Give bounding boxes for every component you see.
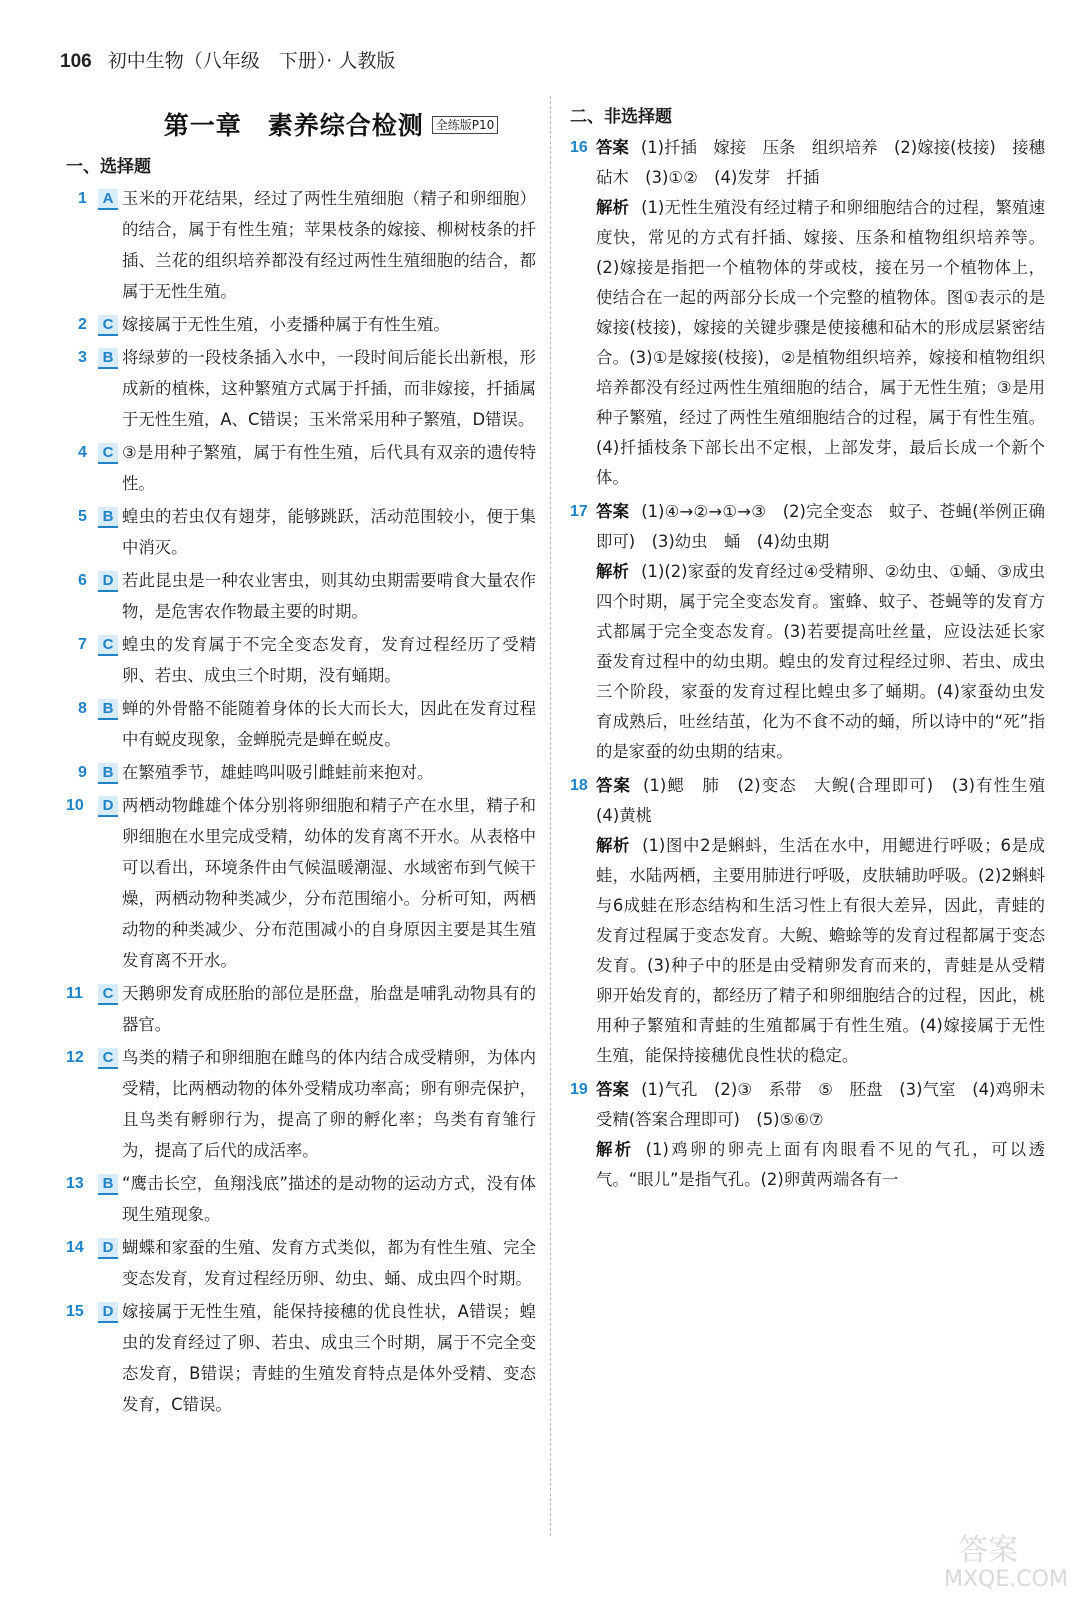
explanation-text: “鹰击长空，鱼翔浅底”描述的是动物的运动方式，没有体现生殖现象。 [122, 1174, 536, 1224]
column-divider [550, 96, 551, 1536]
answer-box: B [98, 507, 118, 528]
question-number: 6 [78, 572, 87, 589]
question-number: 19 [570, 1081, 588, 1098]
left-column [66, 100, 536, 1422]
question-number: 3 [78, 349, 87, 366]
choice-item [66, 342, 536, 435]
chapter-heading [126, 106, 536, 142]
analysis-text: (1)图中2是蝌蚪，生活在水中，用鳃进行呼吸；6是成蛙，水陆两栖，主要用肺进行呼吸，皮肤辅助呼吸。(2)2蝌蚪与6成蛙在形态结构和生活习性上有很大差异，因此，青蛙的发育过程属于变态发育。大鲵、蟾蜍等的发育过程都属于变态发育。(3)种子中的胚是由受精卵发育而来的，青蛙是从受精卵开始发育的，都经历了精子和卵细胞结合的过程，因此，桃用种子繁殖和青蛙的生殖都属于有性生殖。(4)嫁接属于无性生殖，能保持接穗优良性状的稳定。 [596, 836, 1045, 1065]
explanation-text: 蝉的外骨骼不能随着身体的长大而长大，因此在发育过程中有蜕皮现象，金蝉脱壳是蝉在蜕皮。 [122, 699, 536, 749]
analysis-paragraph [596, 1135, 1045, 1195]
choice-item [66, 1232, 536, 1294]
right-column [570, 100, 1062, 1199]
svg-text:MXQE.COM: MXQE.COM [944, 1567, 1068, 1592]
explanation-text: 嫁接属于无性生殖，小麦播种属于有性生殖。 [122, 315, 450, 334]
answer-text: (1)气孔 (2)③ 系带 ⑤ 胚盘 (3)气室 (4)鸡卵未受精(答案合理即可) (5)⑤⑥⑦ [596, 1080, 1045, 1129]
explanation-text: 在繁殖季节，雄蛙鸣叫吸引雌蛙前来抱对。 [122, 763, 434, 782]
answer-paragraph [596, 497, 1045, 557]
answer-box: B [98, 1174, 118, 1195]
answer-text: (1)扦插 嫁接 压条 组织培养 (2)嫁接(枝接) 接穗 砧木 (3)①② (4)发芽 扦插 [596, 138, 1062, 187]
answer-box: C [98, 443, 118, 464]
svg-text:答案: 答案 [958, 1533, 1018, 1568]
nonchoice-item [570, 133, 1062, 493]
analysis-text: (1)鸡卵的卵壳上面有肉眼看不见的气孔，可以透气。“眼儿”是指气孔。(2)卵黄两端各有一 [596, 1140, 1046, 1189]
choice-item [66, 437, 536, 499]
answer-box: C [98, 1048, 118, 1069]
answer-box: D [98, 1238, 118, 1259]
analysis-text: (1)无性生殖没有经过精子和卵细胞结合的过程，繁殖速度快，常见的方式有扦插、嫁接、压条和植物组织培养等。(2)嫁接是指把一个植物体的芽或枝，接在另一个植物体上，使结合在一起的两部分长成一个完整的植物体。图①表示的是嫁接(枝接)，嫁接的关键步骤是使接穗和砧木的形成层紧密结合。(3)①是嫁接(枝接)，②是植物组织培养，嫁接和植物组织培养都没有经过两性生殖细胞的结合，属于无性生殖；③是用种子繁殖，经过了两性生殖细胞结合的过程，属于有性生殖。(4)扦插枝条下部长出不定根，上部发芽，最后长成一个新个体。 [596, 198, 1046, 487]
choice-item [66, 1296, 536, 1420]
question-number: 1 [78, 190, 87, 207]
explanation-text: 蝗虫的发育属于不完全变态发育，发育过程经历了受精卵、若虫、成虫三个时期，没有蛹期。 [122, 635, 536, 685]
answer-box: D [98, 1302, 118, 1323]
explanation-text: 若此昆虫是一种农业害虫，则其幼虫期需要啃食大量农作物，是危害农作物最主要的时期。 [122, 571, 536, 621]
choice-item [66, 183, 536, 307]
analysis-paragraph [596, 831, 1045, 1071]
question-number: 5 [78, 508, 87, 525]
answer-label: 答案 [596, 138, 629, 157]
analysis-paragraph [596, 557, 1045, 767]
choice-item [66, 1042, 536, 1166]
page-header [60, 46, 395, 73]
choice-item [66, 309, 536, 340]
question-number: 14 [66, 1239, 84, 1256]
analysis-label: 解析 [596, 836, 631, 855]
section-nonchoice-heading: 二、非选择题 [570, 107, 672, 127]
question-number: 15 [66, 1303, 84, 1320]
page-number: 106 [60, 51, 92, 72]
explanation-text: 蝗虫的若虫仅有翅芽，能够跳跃，活动范围较小，便于集中消灭。 [122, 507, 536, 557]
analysis-label: 解析 [596, 1140, 634, 1159]
explanation-text: 两栖动物雌雄个体分别将卵细胞和精子产在水里，精子和卵细胞在水里完成受精，幼体的发育离不开水。从表格中可以看出，环境条件由气候温暖潮湿、水域密布到气候干燥，两栖动物种类减少，分布范围缩小。分析可知，两栖动物的种类减少、分布范围减小的自身原因主要是其生殖发育离不开水。 [122, 796, 536, 970]
choice-item [66, 757, 536, 788]
question-number: 8 [78, 700, 87, 717]
answer-text: (1)鳃 肺 (2)变态 大鲵(合理即可) (3)有性生殖 (4)黄桃 [596, 776, 1062, 825]
answer-label: 答案 [596, 776, 632, 795]
book-title: 初中生物（八年级 下册）· 人教版 [107, 50, 396, 72]
question-number: 18 [570, 777, 588, 794]
question-number: 11 [66, 985, 83, 1002]
nonchoice-item [570, 1075, 1045, 1195]
explanation-text: ③是用种子繁殖，属于有性生殖，后代具有双亲的遗传特性。 [122, 443, 536, 493]
answer-text: (1)④→②→①→③ (2)完全变态 蚊子、苍蝇(举例正确即可) (3)幼虫 蛹 (4)幼虫期 [596, 502, 1046, 551]
question-number: 10 [66, 797, 84, 814]
answer-box: D [98, 571, 118, 592]
chapter-title: 第一章 素养综合检测 [163, 111, 424, 140]
answer-label: 答案 [596, 1080, 630, 1099]
question-number: 12 [66, 1049, 84, 1066]
analysis-label: 解析 [596, 562, 630, 581]
choice-item [66, 565, 536, 627]
choice-list [66, 183, 536, 1420]
answer-box: B [98, 699, 118, 720]
explanation-text: 天鹅卵发育成胚胎的部位是胚盘，胎盘是哺乳动物具有的器官。 [122, 984, 536, 1034]
choice-item [66, 978, 536, 1040]
explanation-text: 玉米的开花结果，经过了两性生殖细胞（精子和卵细胞）的结合，属于有性生殖；苹果枝条的嫁接、柳树枝条的扦插、兰花的组织培养都没有经过两性生殖细胞的结合，都属于无性生殖。 [122, 189, 536, 301]
explanation-text: 鸟类的精子和卵细胞在雌鸟的体内结合成受精卵，为体内受精，比两栖动物的体外受精成功率高；卵有卵壳保护，且鸟类有孵卵行为，提高了卵的孵化率；鸟类有育雏行为，提高了后代的成活率。 [122, 1048, 536, 1160]
analysis-text: (1)(2)家蚕的发育经过④受精卵、②幼虫、①蛹、③成虫四个时期，属于完全变态发育。蜜蜂、蚊子、苍蝇等的发育方式都属于完全变态发育。(3)若要提高吐丝量，应设法延长家蚕发育过程中的幼虫期。蝗虫的发育过程经过卵、若虫、成虫三个阶段，家蚕的发育过程比蝗虫多了蛹期。(4)家蚕幼虫发育成熟后，吐丝结茧，化为不食不动的蛹，所以诗中的“死”指的是家蚕的幼虫期的结束。 [596, 562, 1046, 761]
chapter-tag: 全练版P10 [432, 116, 499, 134]
choice-item [66, 501, 536, 563]
explanation-text: 蝴蝶和家蚕的生殖、发育方式类似，都为有性生殖、完全变态发育，发育过程经历卵、幼虫、蛹、成虫四个时期。 [122, 1238, 536, 1288]
choice-item [66, 693, 536, 755]
answer-box: A [98, 189, 118, 210]
choice-item [66, 629, 536, 691]
choice-item [66, 790, 536, 976]
analysis-paragraph [596, 193, 1045, 493]
answer-box: B [98, 763, 118, 784]
analysis-label: 解析 [596, 198, 630, 217]
choice-item [66, 1168, 536, 1230]
watermark-logo [938, 1522, 1068, 1592]
answer-paragraph [596, 133, 1062, 193]
question-number: 7 [78, 636, 87, 653]
nonchoice-item [570, 771, 1062, 1071]
answer-box: C [98, 984, 118, 1005]
answer-paragraph [596, 1075, 1045, 1135]
explanation-text: 将绿萝的一段枝条插入水中，一段时间后能长出新根，形成新的植株，这种繁殖方式属于扦插，而非嫁接，扦插属于无性生殖，A、C错误；玉米常采用种子繁殖，D错误。 [122, 348, 536, 429]
answer-box: B [98, 348, 118, 369]
answer-label: 答案 [596, 502, 630, 521]
question-number: 16 [570, 139, 588, 156]
nonchoice-list [570, 133, 1062, 1195]
question-number: 13 [66, 1175, 84, 1192]
explanation-text: 嫁接属于无性生殖，能保持接穗的优良性状，A错误；蝗虫的发育经过了卵、若虫、成虫三个时期，属于不完全变态发育，B错误；青蛙的生殖发育特点是体外受精、变态发育，C错误。 [122, 1302, 536, 1414]
answer-box: C [98, 635, 118, 656]
question-number: 9 [78, 764, 87, 781]
answer-paragraph [596, 771, 1062, 831]
question-number: 4 [78, 444, 87, 461]
answer-box: D [98, 796, 118, 817]
section-choice-heading: 一、选择题 [66, 157, 151, 177]
question-number: 17 [570, 503, 588, 520]
question-number: 2 [78, 316, 87, 333]
nonchoice-item [570, 497, 1045, 767]
answer-box: C [98, 315, 118, 336]
